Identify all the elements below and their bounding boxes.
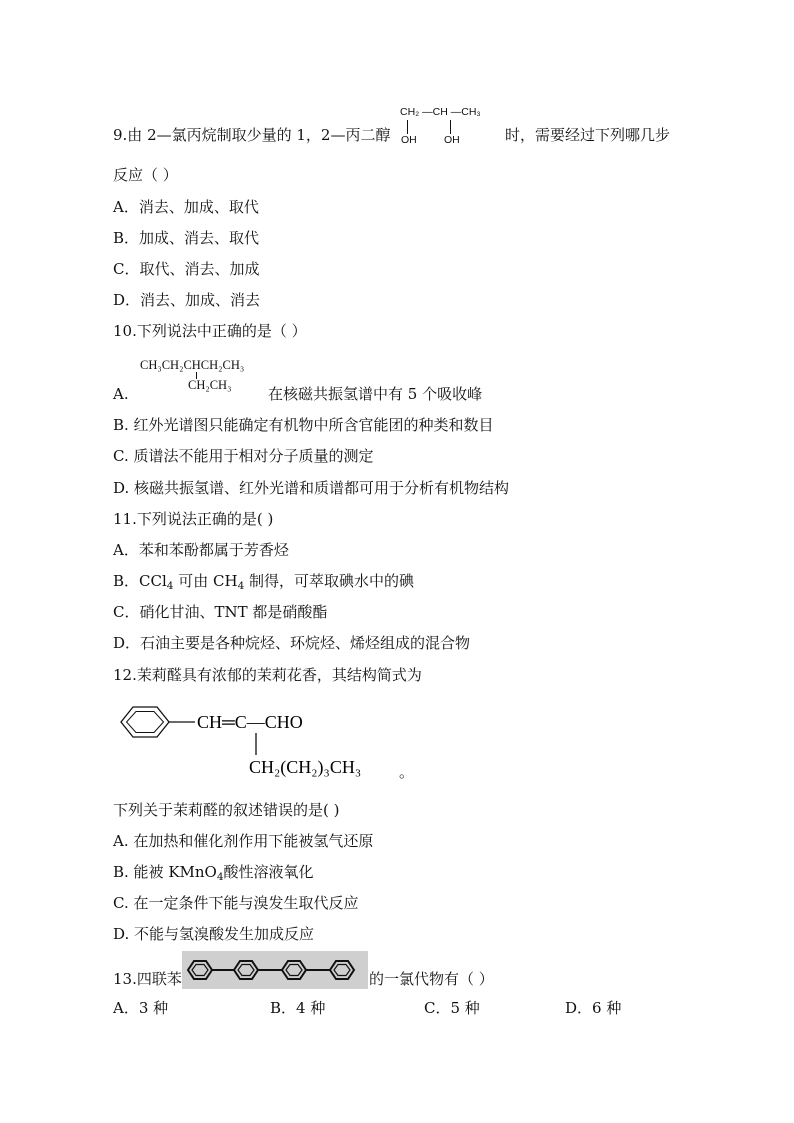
q9-structure-bond1: [407, 120, 408, 134]
q10-option-a-label: A.: [113, 385, 129, 403]
q13-option-c: C．5 种: [424, 999, 480, 1017]
q9-option-d: D．消去、加成、消去: [113, 291, 261, 309]
q11-option-b-part3: 制得，可萃取碘水中的碘: [244, 572, 415, 590]
q12-structure-bottom: CH₂(CH₂)₃CH₃: [249, 757, 362, 777]
q11-option-a: A．苯和苯酚都属于芳香烃: [113, 541, 289, 559]
q10-option-d: D. 核磁共振氢谱、红外光谱和质谱都可用于分析有机物结构: [113, 479, 510, 497]
q9-stem-after: [505, 125, 670, 145]
q10-structure-branch: CH₂CH₃: [188, 378, 232, 392]
q13-option-d: D．6 种: [565, 999, 622, 1017]
q10-structure: [140, 358, 270, 394]
q10-option-a-text: 在核磁共振氢谱中有 5 个吸收峰: [268, 385, 483, 403]
q12-option-b-part1: B. 能被 KMnO: [113, 863, 217, 881]
q11-stem: 11.下列说法正确的是( ): [113, 510, 274, 528]
q12-stem: 12.茉莉醛具有浓郁的茉莉花香，其结构简式为: [113, 666, 422, 684]
q11-option-c: C．硝化甘油、TNT 都是硝酸酯: [113, 603, 328, 621]
q11-option-b-part2: 可由 CH: [173, 572, 238, 590]
q10-stem: 10.下列说法中正确的是（ ）: [113, 322, 307, 340]
q9-structure-bond2: [450, 120, 451, 134]
q12-option-b-part2: 酸性溶液氧化: [223, 863, 314, 881]
q12-structure: [115, 695, 415, 785]
q13-stem-after: 的一氯代物有（ ）: [369, 970, 494, 988]
q12-option-c: C. 在一定条件下能与溴发生取代反应: [113, 894, 359, 912]
q10-option-a: [113, 384, 129, 404]
q9-option-a: A．消去、加成、取代: [113, 198, 259, 216]
q10-option-b: B. 红外光谱图只能确定有机物中所含官能团的种类和数目: [113, 416, 494, 434]
q11-option-b-sub2: 4: [237, 580, 245, 592]
q13-option-b: B．4 种: [270, 999, 326, 1017]
q9-structure-oh2: OH: [444, 134, 460, 146]
q13-quaterphenyl-structure: [182, 951, 368, 989]
q11-option-b-part1: B．CCl: [113, 572, 167, 590]
q9-option-c: C．取代、消去、加成: [113, 260, 260, 278]
q9-structure: [400, 106, 510, 148]
q9-option-b: B．加成、消去、取代: [113, 229, 260, 247]
q11-option-b-sub1: 4: [166, 580, 174, 592]
q12-question: 下列关于茉莉醛的叙述错误的是( ): [113, 801, 340, 819]
q11-option-b: [113, 571, 414, 591]
q9-stem-cont: 反应（ ）: [113, 166, 178, 184]
q9-stem-before: 9.由 2—氯丙烷制取少量的 1，2—丙二醇: [113, 126, 391, 144]
q13-option-a: A．3 种: [113, 999, 169, 1017]
q9-structure-oh1: OH: [401, 134, 417, 146]
q12-option-b-sub: 4: [216, 871, 224, 883]
q12-option-d: D. 不能与氢溴酸发生加成反应: [113, 925, 315, 943]
q10-option-c: C. 质谱法不能用于相对分子质量的测定: [113, 447, 374, 465]
q12-structure-period: 。: [399, 765, 415, 781]
q12-structure-top: CH═C—CHO: [197, 712, 303, 732]
q9-stem-after-text: 时，需要经过下列哪几步: [505, 126, 671, 144]
benzene-inner-ring: [127, 712, 164, 733]
q12-option-a: A. 在加热和催化剂作用下能被氢气还原: [113, 832, 374, 850]
q10-structure-main: CH₃CH₂CHCH₂CH₃: [140, 358, 245, 372]
q13-stem-before: 13.四联苯: [113, 970, 182, 988]
q9-stem: [113, 125, 390, 145]
q9-structure-chain: CH₂ —CH —CH₃: [400, 106, 481, 118]
q11-option-d: D．石油主要是各种烷烃、环烷烃、烯烃组成的混合物: [113, 634, 471, 652]
q12-option-b: [113, 862, 314, 882]
